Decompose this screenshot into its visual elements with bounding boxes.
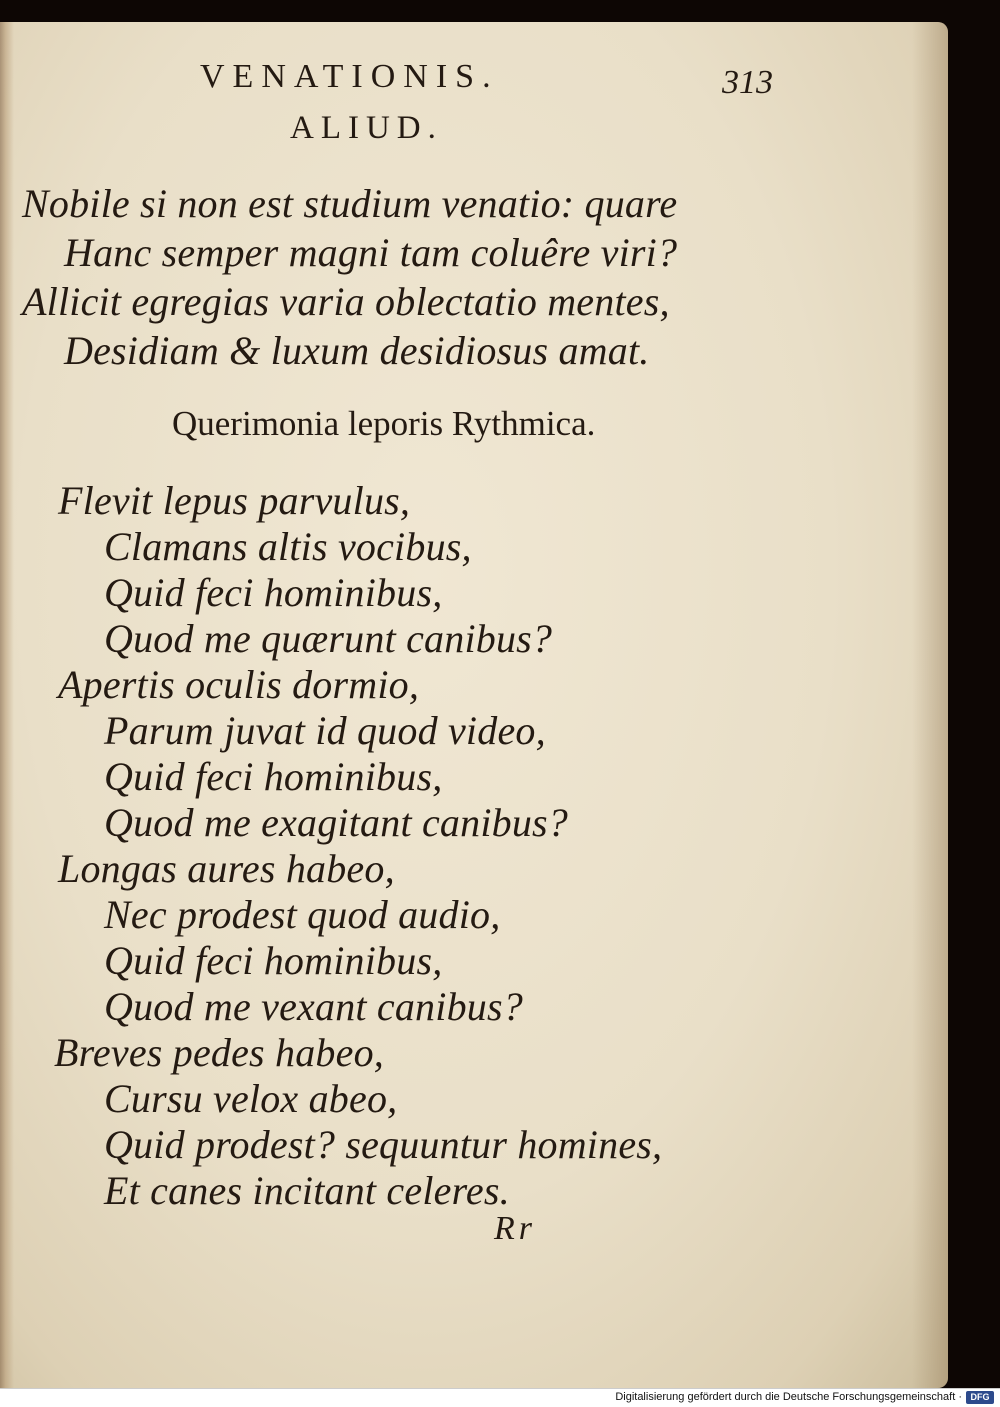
poem1-line: Desidiam & luxum desidiosus amat. [64, 328, 650, 373]
poem2-line: Flevit lepus parvulus, [58, 478, 411, 523]
poem2-line: Apertis oculis dormio, [58, 662, 420, 707]
poem2-line: Nec prodest quod audio, [104, 892, 501, 937]
poem2-title: Querimonia leporis Rythmica. [172, 404, 596, 443]
running-title: VENATIONIS. [200, 58, 499, 95]
poem2-line: Breves pedes habeo, [54, 1030, 384, 1075]
digitization-footer [0, 1388, 1000, 1407]
poem2-line: Longas aures habeo, [58, 846, 395, 891]
page-number: 313 [722, 64, 773, 101]
section-subtitle: ALIUD. [290, 110, 443, 146]
poem2-line: Parum juvat id quod video, [104, 708, 546, 753]
poem2-line: Quid feci hominibus, [104, 754, 443, 799]
poem2-line: Quod me vexant canibus? [104, 984, 523, 1029]
dfg-logo: DFG [966, 1391, 994, 1404]
signature-mark: Rr [494, 1210, 536, 1247]
poem2-line: Quid feci hominibus, [104, 570, 443, 615]
poem2-line: Clamans altis vocibus, [104, 524, 472, 569]
poem2-line: Quid prodest? sequuntur homines, [104, 1122, 663, 1167]
poem2-line: Et canes incitant celeres. [104, 1168, 510, 1213]
book-page [0, 22, 948, 1388]
poem1-line: Hanc semper magni tam coluêre viri? [64, 230, 678, 275]
poem1-line: Allicit egregias varia oblectatio mentes, [22, 279, 670, 324]
footer-credit: Digitalisierung gefördert durch die Deutsche Forschungsgemeinschaft · [615, 1391, 962, 1403]
poem2-line: Quod me quærunt canibus? [104, 616, 553, 661]
poem2-line: Quid feci hominibus, [104, 938, 443, 983]
poem2-line: Cursu velox abeo, [104, 1076, 398, 1121]
poem2-line: Quod me exagitant canibus? [104, 800, 569, 845]
poem1-line: Nobile si non est studium venatio: quare [22, 181, 678, 226]
